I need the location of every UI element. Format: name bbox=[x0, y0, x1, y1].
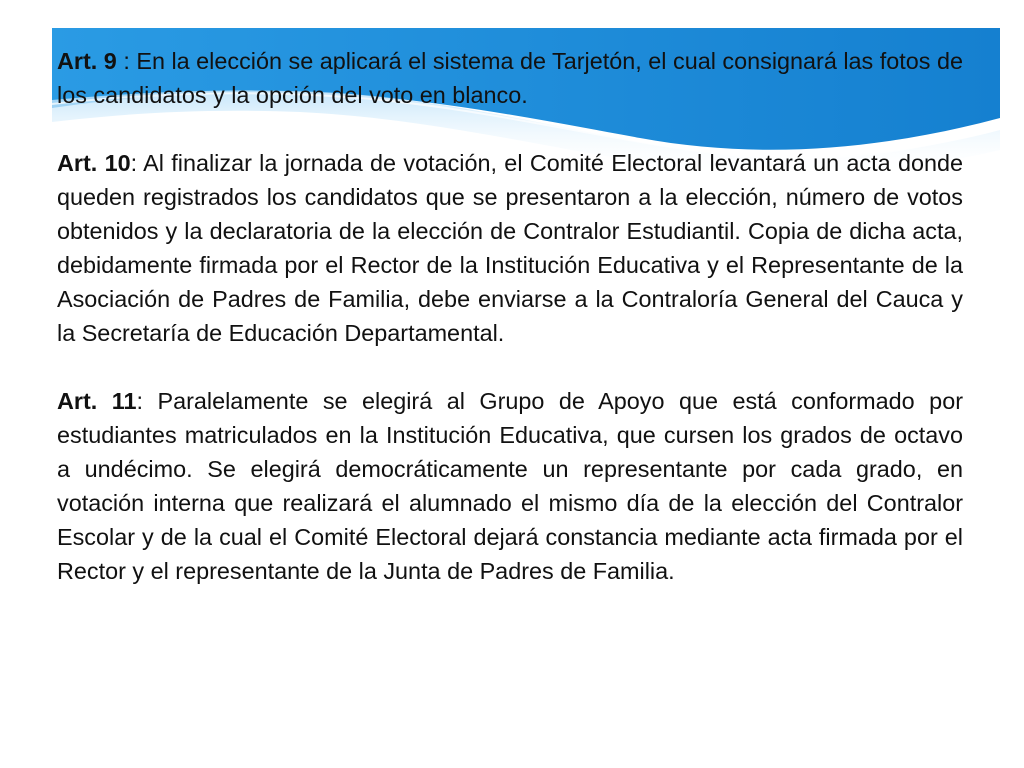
article-9-label: Art. 9 bbox=[57, 48, 117, 74]
article-9-text: En la elección se aplicará el sistema de Tarjetón, el cual consignará las fotos de los candidatos y la opción del voto en blanco. bbox=[57, 48, 964, 108]
article-11 bbox=[57, 384, 963, 588]
article-10-text: Al finalizar la jornada de votación, el Comité Electoral levantará un acta donde queden registrados los candidatos que se presentaron a la elección, número de votos obtenidos y la declaratoria de la elección de Contralor Estudiantil. Copia de dicha acta, debidamente firmada por el Rector de la Institución Educativa y el Representante de la Asociación de Padres de Familia, debe enviarse a la Contraloría General del Cauca y la Secretaría de Educación Departamental. bbox=[57, 150, 963, 346]
article-11-label: Art. 11 bbox=[57, 388, 137, 414]
article-10-separator: : bbox=[130, 150, 144, 176]
article-text-block bbox=[57, 44, 963, 622]
article-9 bbox=[57, 44, 963, 112]
article-11-separator: : bbox=[136, 388, 158, 414]
article-10-label: Art. 10 bbox=[57, 150, 131, 176]
article-11-text: Paralelamente se elegirá al Grupo de Apoyo que está conformado por estudiantes matriculados en la Institución Educativa, que cursen los grados de octavo a undécimo. Se elegirá democráticamente un representante por cada grado, en votación interna que realizará el alumnado el mismo día de la elección del Contralor Escolar y de la cual el Comité Electoral dejará constancia mediante acta firmada por el Rector y el representante de la Junta de Padres de Familia. bbox=[57, 388, 963, 584]
article-9-separator: : bbox=[116, 48, 137, 74]
article-10 bbox=[57, 146, 963, 350]
